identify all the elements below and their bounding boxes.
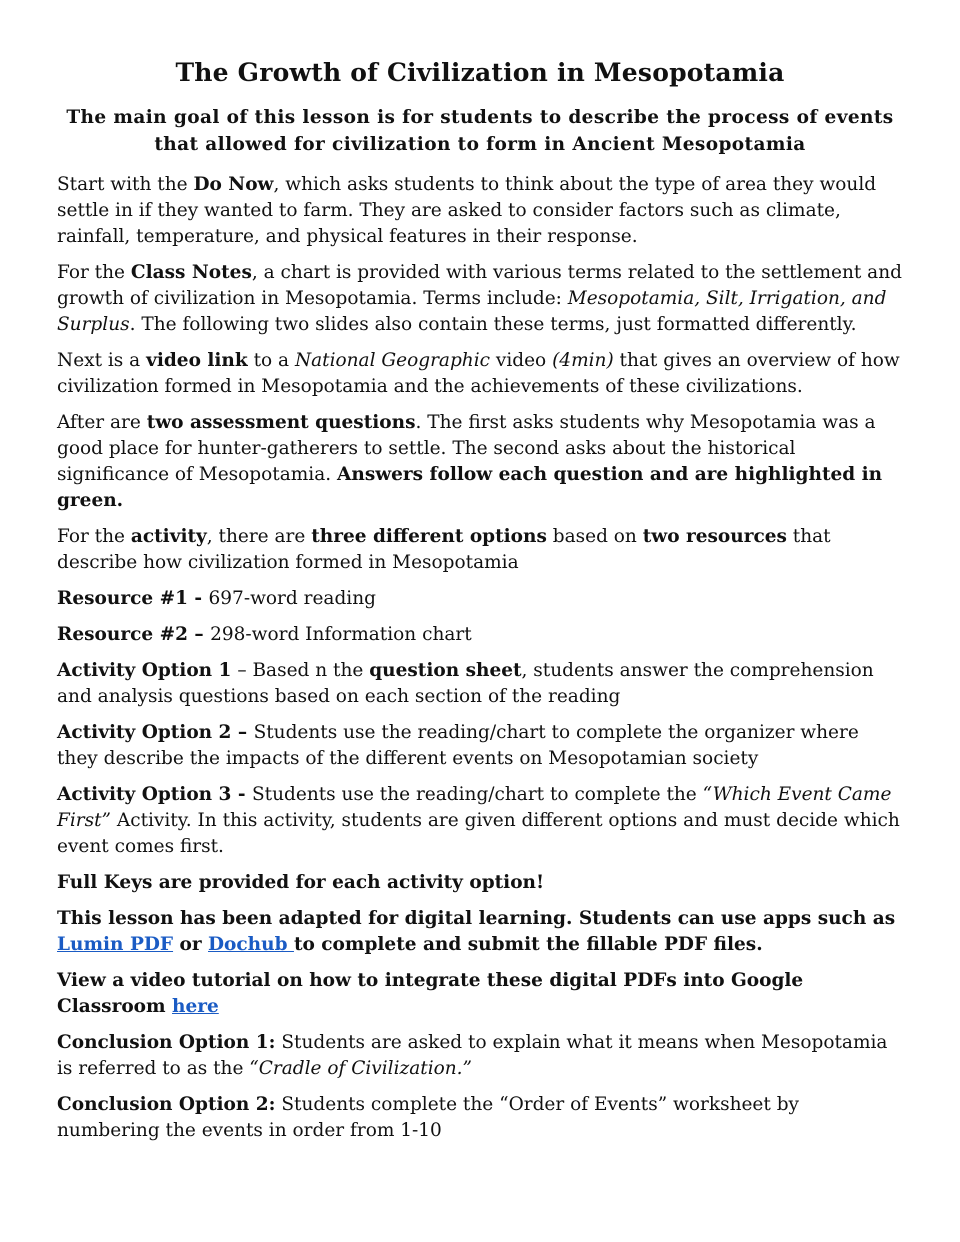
class-notes-text-3: . The following two slides also contain these terms, just formatted differently. <box>129 314 857 335</box>
conclusion-option-2 <box>57 1092 903 1144</box>
assessment-text-1: After are <box>57 412 147 433</box>
question-sheet-term: question sheet <box>369 660 522 681</box>
activity-option-2-label: Activity Option 2 – <box>57 722 254 743</box>
do-now-paragraph <box>57 172 903 250</box>
dochub-link[interactable]: Dochub <box>208 934 294 955</box>
conclusion-option-1 <box>57 1030 903 1082</box>
assessment-answers-note: Answers follow each question and are highlighted in green. <box>57 464 883 511</box>
do-now-term: Do Now <box>193 174 274 195</box>
activity-option-3-label: Activity Option 3 - <box>57 784 252 805</box>
activity-options-term: three different options <box>311 526 547 547</box>
resource-2-label: Resource #2 – <box>57 624 211 645</box>
lumin-pdf-link[interactable]: Lumin PDF <box>57 934 174 955</box>
activity-option-1-text-2: , students answer the comprehension and analysis questions based on each section of the reading <box>57 660 874 707</box>
conclusion-option-1-label: Conclusion Option 1: <box>57 1032 276 1053</box>
digital-text-2: or <box>173 934 209 955</box>
activity-option-1-label: Activity Option 1 <box>57 660 232 681</box>
digital-text-1: This lesson has been adapted for digital learning. Students can use apps such as <box>57 908 896 929</box>
video-text-2: to a <box>247 350 295 371</box>
activity-text-1: For the <box>57 526 131 547</box>
video-duration: (4min) <box>552 350 614 371</box>
resource-2-text: 298-word Information chart <box>210 624 472 645</box>
tutorial-here-link[interactable]: here <box>172 996 219 1017</box>
class-notes-term: Class Notes <box>130 262 252 283</box>
activity-option-3-text-1: Students use the reading/chart to complete the <box>252 784 703 805</box>
resource-2 <box>57 622 903 648</box>
activity-option-2 <box>57 720 903 772</box>
video-link-term: video link <box>146 350 248 371</box>
assessment-paragraph <box>57 410 903 514</box>
activity-option-3 <box>57 782 903 860</box>
video-source: National Geographic <box>294 350 491 371</box>
do-now-text-1: Start with the <box>57 174 194 195</box>
resource-1-label: Resource #1 - <box>57 588 209 609</box>
resource-1 <box>57 586 903 612</box>
full-keys-note: Full Keys are provided for each activity option! <box>57 872 545 893</box>
video-paragraph <box>57 348 903 400</box>
video-text-4: that gives an overview of how civilization formed in Mesopotamia and the achievements of these civilizations. <box>57 350 900 397</box>
digital-text-3: to complete and submit the fillable PDF files. <box>293 934 763 955</box>
activity-text-2: , there are <box>206 526 312 547</box>
conclusion-option-1-text: Students are asked to explain what it means when Mesopotamia is referred to as the <box>57 1032 888 1079</box>
activity-option-1-text-1: – Based n the <box>231 660 370 681</box>
conclusion-option-2-text: Students complete the “Order of Events” worksheet by numbering the events in order from 1-10 <box>57 1094 799 1141</box>
activity-option-1 <box>57 658 903 710</box>
class-notes-text-2: , a chart is provided with various terms related to the settlement and growth of civilization in Mesopotamia. Terms include: <box>57 262 902 309</box>
activity-resources-term: two resources <box>642 526 787 547</box>
assessment-text-2: . The first asks students why Mesopotamia was a good place for hunter-gatherers to settle. The second asks about the historical significance of Mesopotamia. <box>57 412 876 485</box>
cradle-of-civilization-quote: “Cradle of Civilization.” <box>249 1058 473 1079</box>
do-now-text-2: , which asks students to think about the type of area they would settle in if they wanted to farm. They are asked to consider factors such as climate, rainfall, temperature, and physical features in their response. <box>57 174 877 247</box>
activity-option-2-text: Students use the reading/chart to complete the organizer where they describe the impacts of the different events on Mesopotamian society <box>57 722 859 769</box>
resource-1-text: 697-word reading <box>208 588 376 609</box>
class-notes-paragraph <box>57 260 903 338</box>
digital-learning-paragraph <box>57 906 903 958</box>
page-title: The Growth of Civilization in Mesopotamia <box>175 58 785 87</box>
video-text-3: video <box>490 350 553 371</box>
assessment-term: two assessment questions <box>146 412 416 433</box>
lesson-goal: The main goal of this lesson is for students to describe the process of events that allowed for civilization to form in Ancient Mesopotamia <box>66 107 894 155</box>
class-notes-terms-list: Mesopotamia, Silt, Irrigation, and Surplus <box>57 288 887 335</box>
class-notes-text-1: For the <box>57 262 131 283</box>
tutorial-text: View a video tutorial on how to integrate these digital PDFs into Google Classroom <box>57 970 804 1017</box>
which-event-title: “Which Event Came First” <box>57 784 892 831</box>
activity-paragraph <box>57 524 903 576</box>
tutorial-paragraph <box>57 968 903 1020</box>
activity-option-3-text-2: Activity. In this activity, students are given different options and must decide which event comes first. <box>57 810 900 857</box>
activity-term: activity <box>130 526 207 547</box>
conclusion-option-2-label: Conclusion Option 2: <box>57 1094 276 1115</box>
video-text-1: Next is a <box>57 350 147 371</box>
activity-text-4: that describe how civilization formed in Mesopotamia <box>57 526 831 573</box>
activity-text-3: based on <box>546 526 643 547</box>
